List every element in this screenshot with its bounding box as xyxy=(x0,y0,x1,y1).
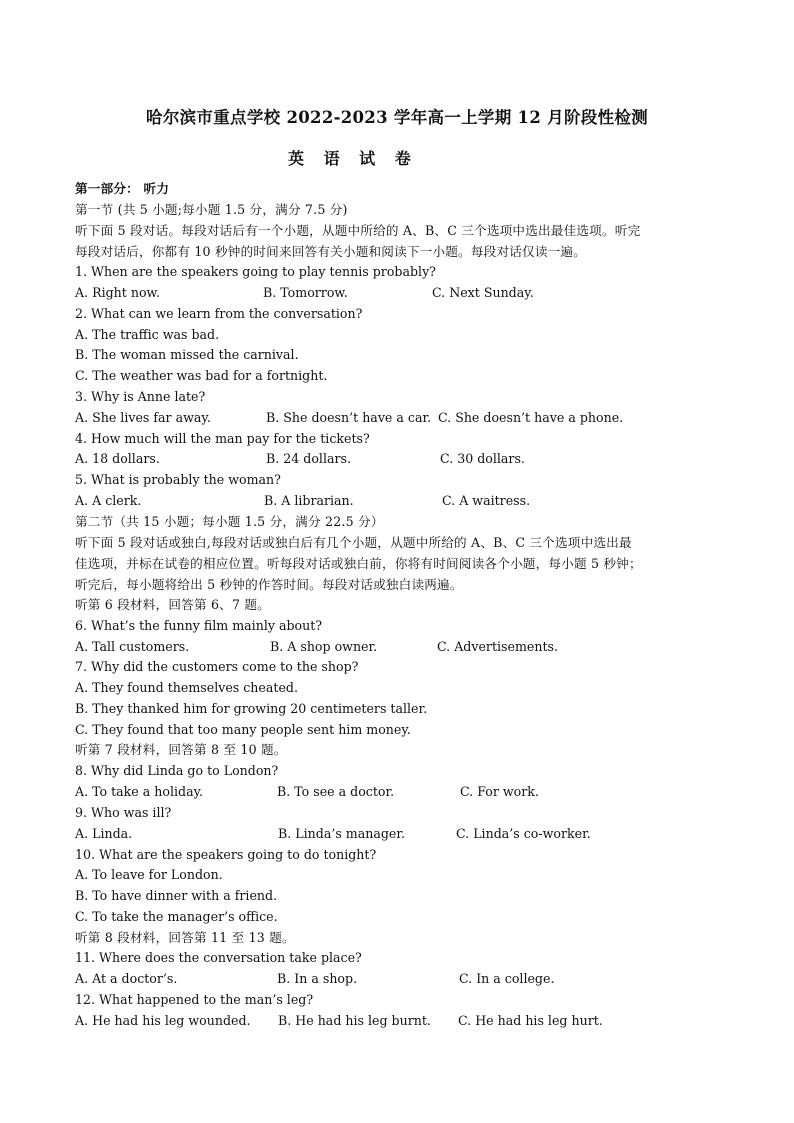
option-a: A. She lives far away. xyxy=(75,410,211,425)
section2-instruction: 听下面 5 段对话或独白,每段对话或独白后有几个小题，从题中所给的 A、B、C 三个选项中选出最 xyxy=(75,535,632,550)
section1-instruction: 每段对话后，你都有 10 秒钟的时间来回答有关小题和阅读下一小题。每段对话仅读一遍。 xyxy=(75,244,586,259)
page-subtitle: 英 语 试 卷 xyxy=(288,149,418,168)
material-heading: 听第 7 段材料，回答第 8 至 10 题。 xyxy=(75,742,287,757)
option-c: C. He had his leg hurt. xyxy=(458,1013,603,1028)
question-stem: 7. Why did the customers come to the shop? xyxy=(75,659,359,674)
option-b: B. A librarian. xyxy=(264,493,354,508)
question-stem: 11. Where does the conversation take place? xyxy=(75,950,362,965)
page-title: 哈尔滨市重点学校 2022-2023 学年高一上学期 12 月阶段性检测 xyxy=(146,108,648,127)
option-b: B. They thanked him for growing 20 centimeters taller. xyxy=(75,701,428,716)
option-a: A. Tall customers. xyxy=(75,639,190,654)
material-heading: 听第 6 段材料，回答第 6、7 题。 xyxy=(75,597,270,612)
question-stem: 12. What happened to the man’s leg? xyxy=(75,992,314,1007)
option-c: C. Advertisements. xyxy=(437,639,558,654)
option-c: C. Next Sunday. xyxy=(432,285,534,300)
option-a: A. The traffic was bad. xyxy=(75,327,220,342)
option-b: B. To see a doctor. xyxy=(277,784,395,799)
option-c: C. For work. xyxy=(460,784,539,799)
part1-heading: 第一部分： 听力 xyxy=(75,181,170,196)
option-a: A. At a doctor’s. xyxy=(75,971,178,986)
question-stem: 10. What are the speakers going to do tonight? xyxy=(75,847,377,862)
option-c: C. In a college. xyxy=(459,971,555,986)
option-c: C. The weather was bad for a fortnight. xyxy=(75,368,328,383)
option-a: A. To leave for London. xyxy=(75,867,223,882)
option-a: A. A clerk. xyxy=(75,493,142,508)
section1-heading: 第一节 (共 5 小题;每小题 1.5 分，满分 7.5 分) xyxy=(75,202,348,217)
question-stem: 2. What can we learn from the conversation? xyxy=(75,306,363,321)
question-stem: 5. What is probably the woman? xyxy=(75,472,281,487)
question-stem: 9. Who was ill? xyxy=(75,805,172,820)
option-c: C. 30 dollars. xyxy=(440,451,525,466)
material-heading: 听第 8 段材料，回答第 11 至 13 题。 xyxy=(75,930,295,945)
option-b: B. In a shop. xyxy=(277,971,358,986)
option-b: B. The woman missed the carnival. xyxy=(75,347,299,362)
option-b: B. She doesn’t have a car. xyxy=(266,410,432,425)
option-a: A. Linda. xyxy=(75,826,133,841)
option-b: B. 24 dollars. xyxy=(266,451,351,466)
option-c: C. She doesn’t have a phone. xyxy=(438,410,624,425)
option-b: B. A shop owner. xyxy=(270,639,378,654)
option-b: B. Linda’s manager. xyxy=(278,826,406,841)
question-stem: 4. How much will the man pay for the tickets? xyxy=(75,431,370,446)
option-b: B. Tomorrow. xyxy=(263,285,348,300)
option-a: A. Right now. xyxy=(75,285,160,300)
option-a: A. To take a holiday. xyxy=(75,784,204,799)
option-b: B. He had his leg burnt. xyxy=(278,1013,431,1028)
question-stem: 8. Why did Linda go to London? xyxy=(75,763,279,778)
option-a: A. He had his leg wounded. xyxy=(75,1013,251,1028)
question-stem: 6. What’s the funny film mainly about? xyxy=(75,618,323,633)
section1-instruction: 听下面 5 段对话。每段对话后有一个小题，从题中所给的 A、B、C 三个选项中选出最佳选项。听完 xyxy=(75,223,641,238)
option-c: C. Linda’s co-worker. xyxy=(456,826,591,841)
option-c: C. They found that too many people sent him money. xyxy=(75,722,411,737)
option-a: A. 18 dollars. xyxy=(75,451,160,466)
option-c: C. To take the manager’s office. xyxy=(75,909,278,924)
section2-instruction: 听完后，每小题将给出 5 秒钟的作答时间。每段对话或独白读两遍。 xyxy=(75,577,463,592)
option-a: A. They found themselves cheated. xyxy=(75,680,298,695)
question-stem: 1. When are the speakers going to play tennis probably? xyxy=(75,264,436,279)
option-b: B. To have dinner with a friend. xyxy=(75,888,278,903)
option-c: C. A waitress. xyxy=(442,493,531,508)
section2-instruction: 佳选项，并标在试卷的相应位置。听每段对话或独白前，你将有时间阅读各个小题，每小题 5 秒钟； xyxy=(75,556,642,571)
question-stem: 3. Why is Anne late? xyxy=(75,389,206,404)
section2-heading: 第二节（共 15 小题；每小题 1.5 分，满分 22.5 分） xyxy=(75,514,384,529)
